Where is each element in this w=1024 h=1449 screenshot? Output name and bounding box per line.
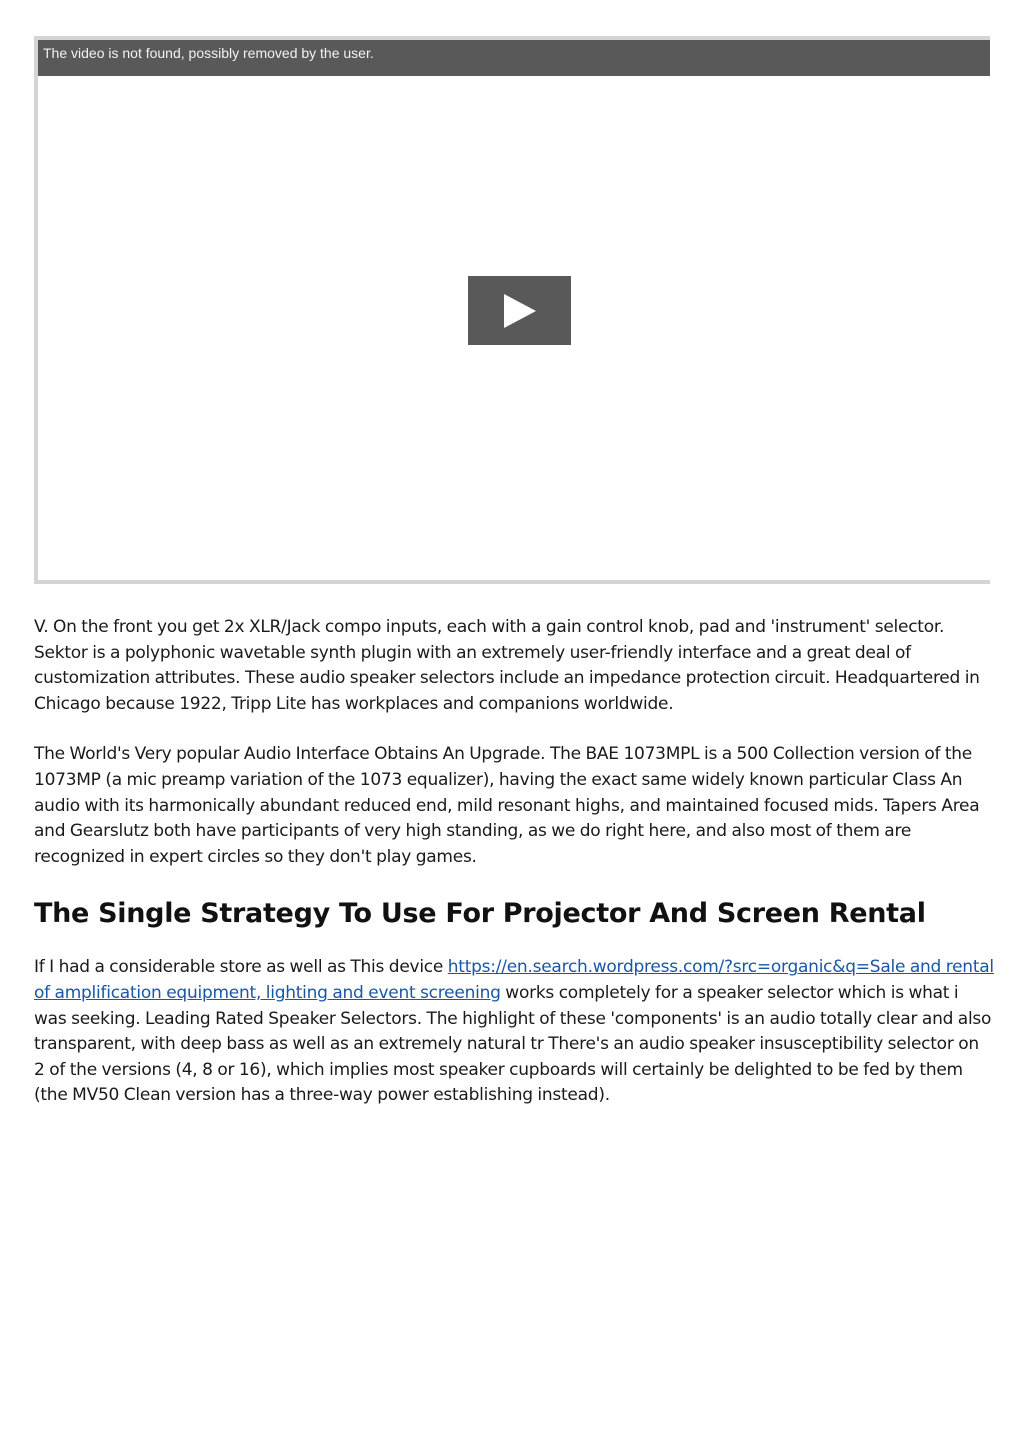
video-error-message: The video is not found, possibly removed by the user. (43, 45, 374, 61)
video-error-bar (38, 40, 990, 76)
paragraph-intro: V. On the front you get 2x XLR/Jack compo inputs, each with a gain control knob, pad and 'instrument' selector. Sektor is a polyphonic wavetable synth plugin with an extremely user-friendly interface and a great deal of customization attributes. These audio speaker selectors include an impedance protection circuit. Headquartered in Chicago because 1922, Tripp Lite has workplaces and companions worldwide. (34, 617, 980, 714)
article-body (34, 615, 994, 1134)
paragraph-speaker-selector (34, 955, 994, 1109)
paragraph-text-before-link: If I had a considerable store as well as This device (34, 957, 448, 978)
play-icon (502, 292, 538, 330)
video-embed[interactable] (34, 36, 990, 584)
paragraph-text-after-link: works completely for a speaker selector which is what i was seeking. Leading Rated Speaker Selectors. The highlight of these 'components' is an audio totally clear and also transparent, with deep bass as well as an extremely natural tr There's an audio speaker insusceptibility selector on 2 of the versions (4, 8 or 16), which implies most speaker cupboards will certainly be delighted to be fed by them (the MV50 Clean version has a three-way power establishing instead). (34, 982, 992, 1106)
wordpress-search-link[interactable]: https://en.search.wordpress.com/?src=organic&q=Sale and rental of amplification equipment, lighting and event screening (34, 957, 994, 1003)
play-button[interactable] (468, 276, 571, 345)
section-heading: The Single Strategy To Use For Projector And Screen Rental (34, 898, 926, 930)
paragraph-audio-interface: The World's Very popular Audio Interface Obtains An Upgrade. The BAE 1073MPL is a 500 Collection version of the 1073MP (a mic preamp variation of the 1073 equalizer), having the exact same widely known particular Class An audio with its harmonically abundant reduced end, mild resonant highs, and maintained focused mids. Tapers Area and Gearslutz both have participants of very high standing, as we do right here, and also most of them are recognized in expert circles so they don't play games. (34, 744, 980, 867)
